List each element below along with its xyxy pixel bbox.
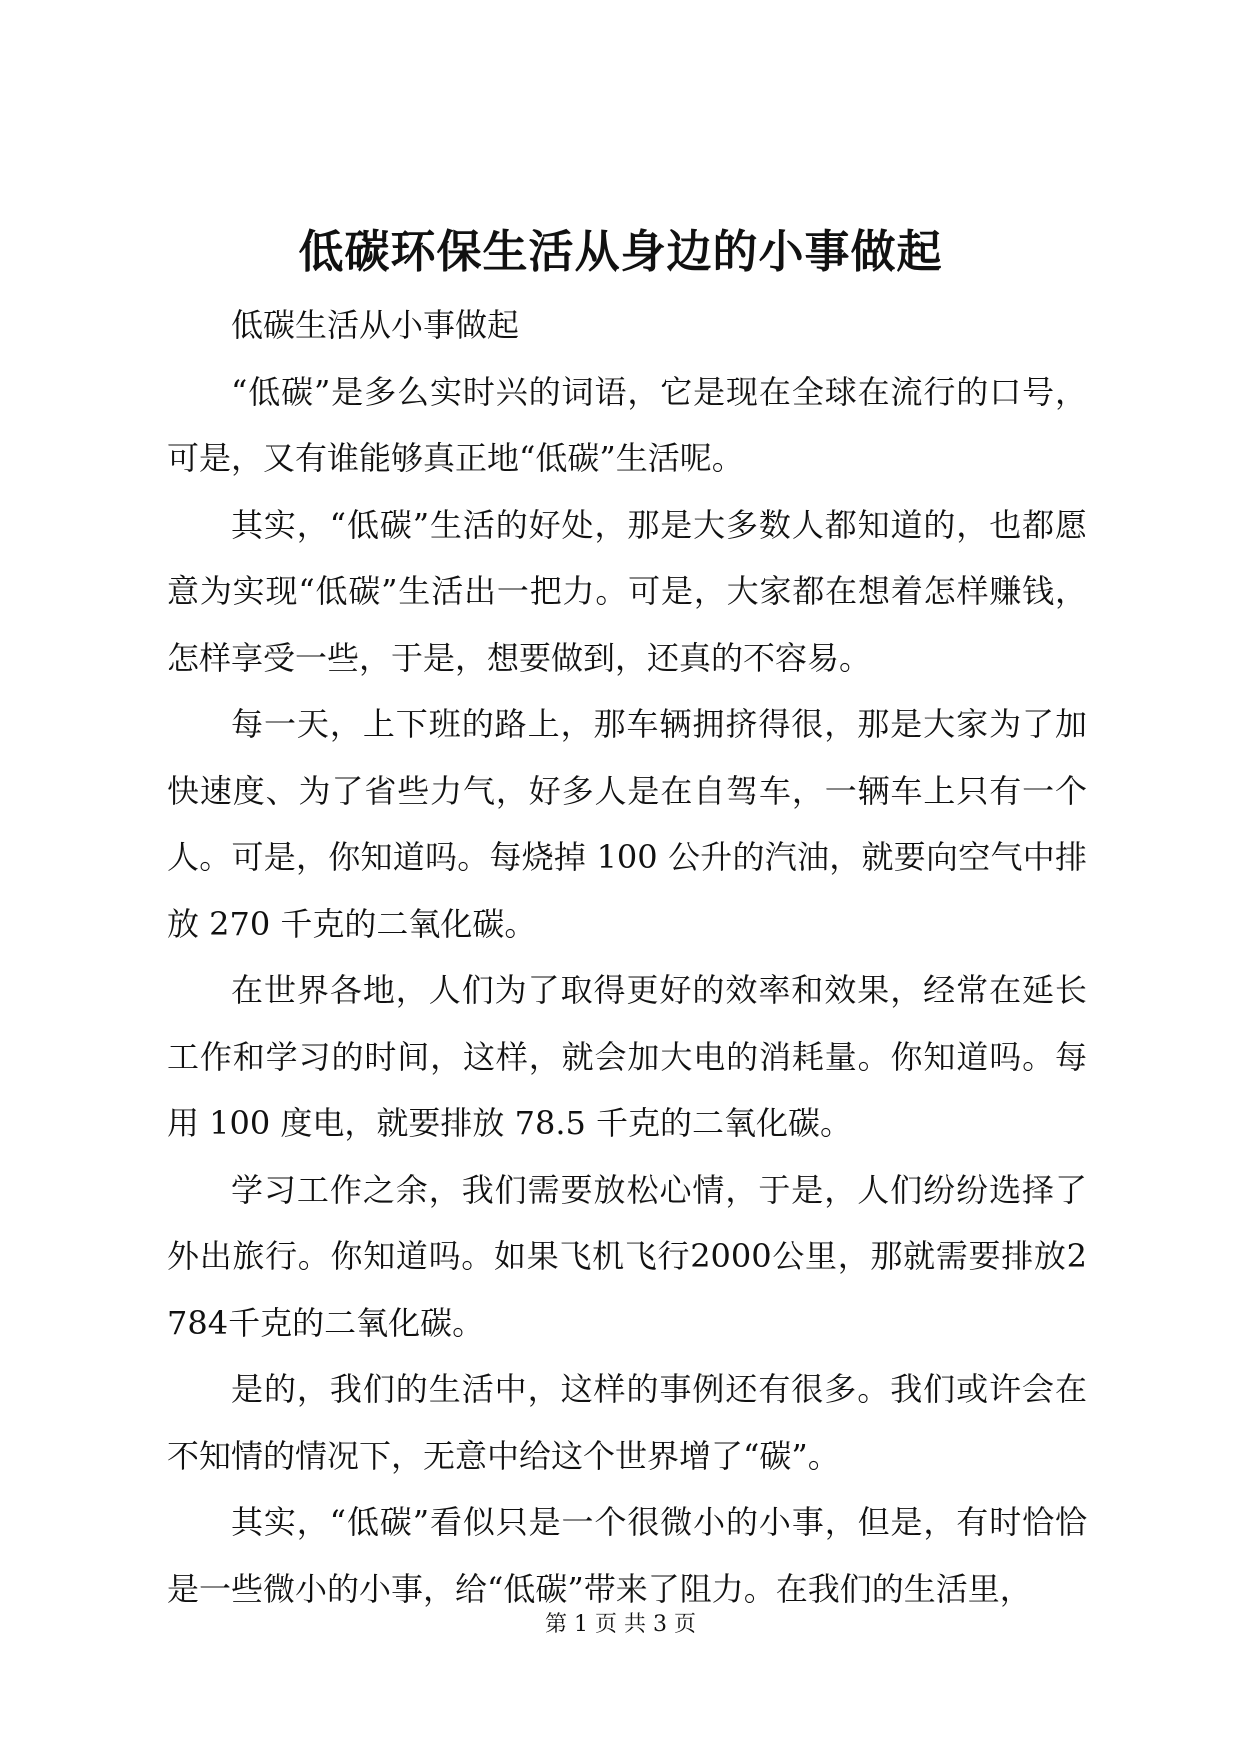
- paragraph-7: 其实，“低碳”看似只是一个很微小的小事，但是，有时恰恰是一些微小的小事，给“低碳”带来了阻力。在我们的生活里，: [167, 1503, 1087, 1608]
- paragraph-6: 是的，我们的生活中，这样的事例还有很多。我们或许会在不知情的情况下，无意中给这个世界增了“碳”。: [167, 1370, 1087, 1475]
- document-title: 低碳环保生活从身边的小事做起: [298, 225, 943, 278]
- page-number-footer: 第 1 页 共 3 页: [545, 1612, 696, 1637]
- paragraph-1: “低碳”是多么实时兴的词语，它是现在全球在流行的口号，可是，又有谁能够真正地“低碳”生活呢。: [167, 372, 1087, 477]
- paragraph-3: 每一天，上下班的路上，那车辆拥挤得很，那是大家为了加快速度、为了省些力气，好多人是在自驾车，一辆车上只有一个人。可是，你知道吗。每烧掉 100 公升的汽油，就要向空气中排放 270 千克的二氧化碳。: [167, 705, 1087, 943]
- document-body: [167, 292, 1087, 1622]
- paragraph-2: 其实，“低碳”生活的好处，那是大多数人都知道的，也都愿意为实现“低碳”生活出一把力。可是，大家都在想着怎样赚钱，怎样享受一些，于是，想要做到，还真的不容易。: [167, 505, 1087, 677]
- paragraph-5: 学习工作之余，我们需要放松心情，于是，人们纷纷选择了外出旅行。你知道吗。如果飞机飞行2000公里，那就需要排放2784千克的二氧化碳。: [167, 1170, 1087, 1342]
- subtitle-paragraph: 低碳生活从小事做起: [231, 306, 520, 344]
- paragraph-4: 在世界各地，人们为了取得更好的效率和效果，经常在延长工作和学习的时间，这样，就会加大电的消耗量。你知道吗。每用 100 度电，就要排放 78.5 千克的二氧化碳。: [167, 971, 1087, 1142]
